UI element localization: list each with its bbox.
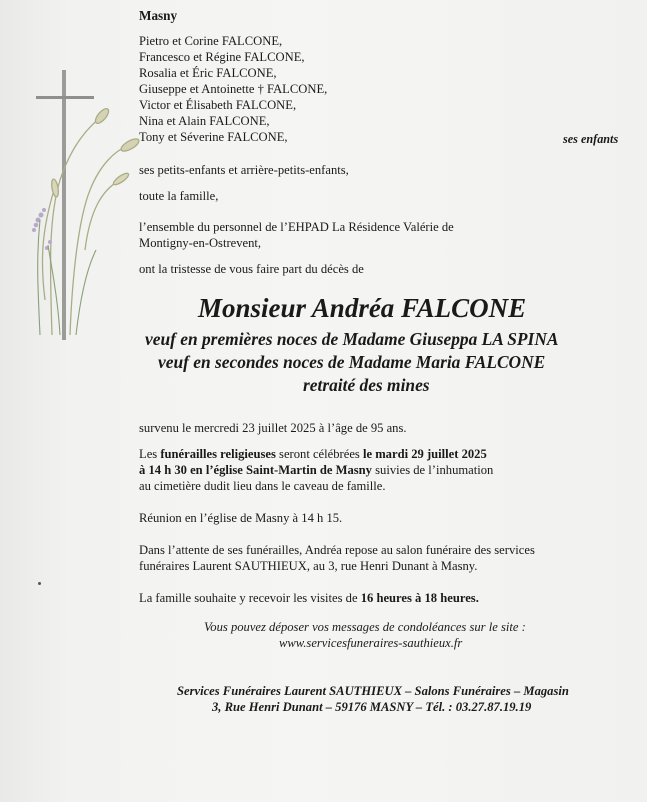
deceased-occupation: retraité des mines <box>303 375 430 395</box>
family-member: Nina et Alain FALCONE, <box>139 114 270 128</box>
funeral-line-3: au cimetière dudit lieu dans le caveau de famille. <box>139 479 386 493</box>
family-member: Pietro et Corine FALCONE, <box>139 34 283 48</box>
rest-line: Dans l’attente de ses funérailles, Andréa repose au salon funéraire des services <box>139 543 535 557</box>
deceased-name: Monsieur Andréa FALCONE <box>198 293 527 323</box>
family-member: Rosalia et Éric FALCONE, <box>139 66 277 80</box>
whole-family-line: toute la famille, <box>139 189 219 203</box>
family-member: Victor et Élisabeth FALCONE, <box>139 98 297 112</box>
town-heading: Masny <box>139 8 178 23</box>
rest-line-cont: funéraires Laurent SAUTHIEUX, au 3, rue Henri Dunant à Masny. <box>139 559 478 573</box>
deceased-first-marriage: veuf en premières noces de Madame Giuseppa LA SPINA <box>145 329 559 349</box>
footer-address: 3, Rue Henri Dunant – 59176 MASNY – Tél. : 03.27.87.19.19 <box>212 700 532 714</box>
grandchildren-line: ses petits-enfants et arrière-petits-enfants, <box>139 163 349 177</box>
visits-line: La famille souhaite y recevoir les visites de 16 heures à 18 heures. <box>139 591 479 605</box>
deceased-second-marriage: veuf en secondes noces de Madame Maria FALCONE <box>158 352 546 372</box>
lavender-icon <box>32 208 52 250</box>
funeral-line-2: à 14 h 30 en l’église Saint-Martin de Masny suivies de l’inhumation <box>139 463 494 477</box>
staff-line-cont: Montigny-en-Ostrevent, <box>139 236 262 250</box>
announcement-line: ont la tristesse de vous faire part du décès de <box>139 262 364 276</box>
footer-company: Services Funéraires Laurent SAUTHIEUX – Salons Funéraires – Magasin <box>177 684 569 698</box>
condolences-website: www.servicesfuneraires-sauthieux.fr <box>279 636 463 650</box>
condolences-text: Vous pouvez déposer vos messages de condoléances sur le site : <box>204 620 526 634</box>
scan-speck <box>38 582 41 585</box>
family-member: Francesco et Régine FALCONE, <box>139 50 305 64</box>
death-date-line: survenu le mercredi 23 juillet 2025 à l’âge de 95 ans. <box>139 421 407 435</box>
family-member: Giuseppe et Antoinette † FALCONE, <box>139 82 328 96</box>
cross-wheat-illustration <box>30 70 140 340</box>
funeral-line-1: Les funérailles religieuses seront célébrées le mardi 29 juillet 2025 <box>139 447 487 461</box>
meeting-line: Réunion en l’église de Masny à 14 h 15. <box>139 511 343 525</box>
staff-line: l’ensemble du personnel de l’EHPAD La Résidence Valérie de <box>139 220 454 234</box>
family-role: ses enfants <box>563 132 619 146</box>
family-member: Tony et Séverine FALCONE, <box>139 130 288 144</box>
